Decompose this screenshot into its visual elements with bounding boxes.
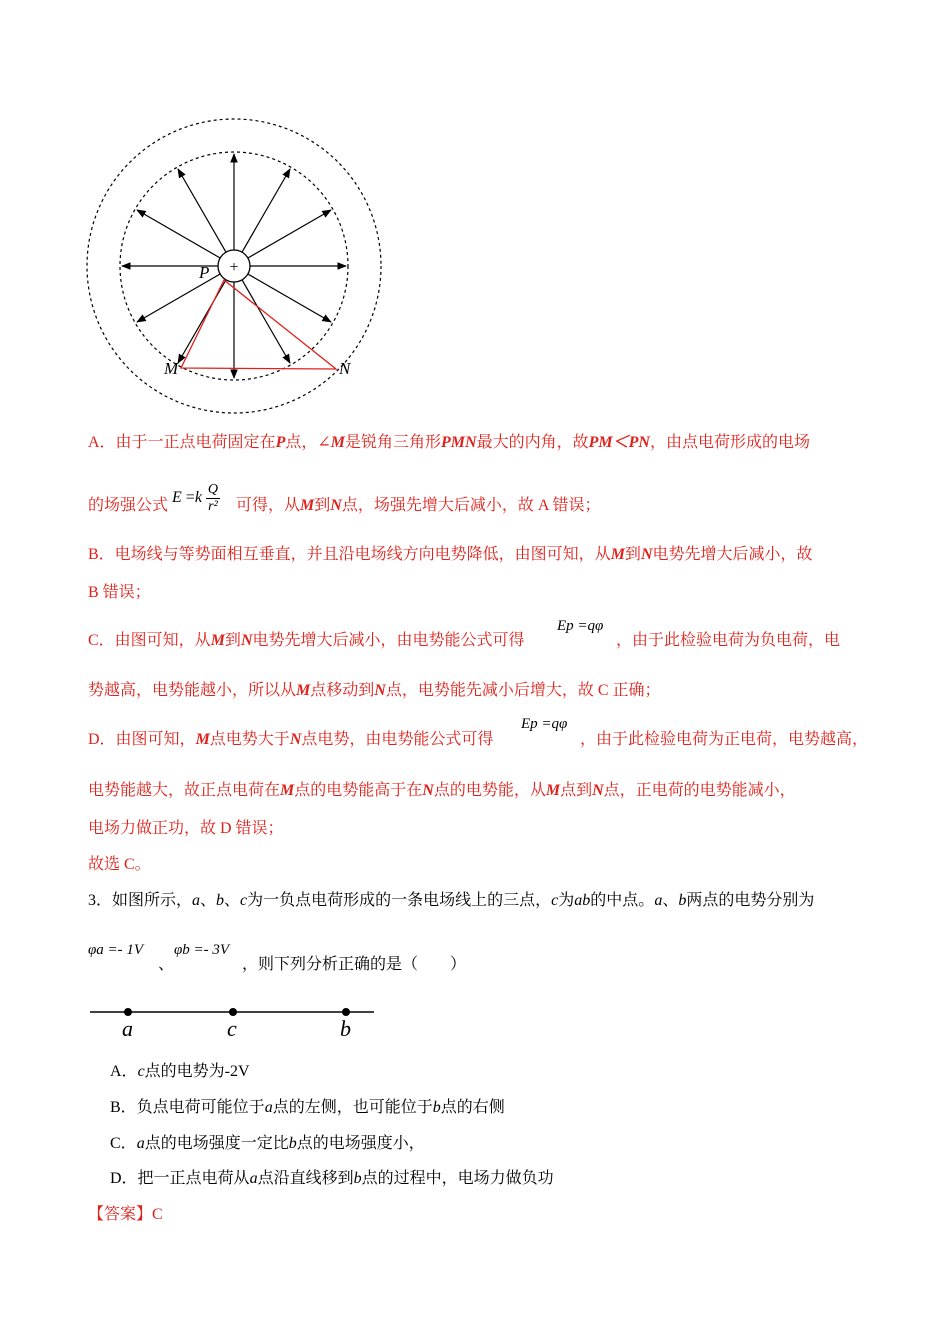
- label-a: a: [122, 1016, 133, 1041]
- sol-c2-text: 势越高，电势能越小，所以从: [88, 682, 297, 699]
- sol-a-text: 最大的内角，故: [476, 434, 589, 451]
- sol-d2-n: N: [422, 782, 434, 799]
- sol-a2-text: 到: [314, 497, 331, 514]
- q3-text: 、: [158, 956, 175, 973]
- sol-d3-text: 电场力做正功，故 D 错误；: [88, 820, 284, 837]
- solution-c-line1-right: [616, 631, 840, 651]
- q3-option-d: [110, 1169, 554, 1189]
- opt-b-text: B．负点电荷可能位于: [110, 1099, 265, 1116]
- field-line-arrow: [242, 169, 290, 252]
- q3-text: 的中点。: [590, 892, 655, 909]
- sol-c2-n: N: [374, 682, 386, 699]
- q3-text: 两点的电势分别为: [686, 892, 815, 909]
- q3-text: 为一负点电荷形成的一条电场线上的三点，: [247, 892, 552, 909]
- opt-d-text: 点的过程中，电场力做负功: [361, 1170, 554, 1187]
- opt-b-var-b: b: [432, 1099, 441, 1116]
- q3-var-a: a: [654, 892, 663, 909]
- sol-d-text: 点电势，由电势能公式可得: [301, 731, 494, 748]
- q3-stem-phi-b: [174, 940, 229, 960]
- formula-numerator: Q: [207, 482, 219, 497]
- field-line-arrow: [248, 210, 331, 258]
- answer-label: 【答案】: [88, 1206, 153, 1223]
- opt-c-var-b: b: [288, 1135, 297, 1152]
- sol-a-text: A．由于一正点电荷固定在: [88, 434, 276, 451]
- q3-stem-separator: [158, 955, 174, 975]
- sol-d-text: 点电势大于: [209, 731, 290, 748]
- sol-b2-text: B 错误；: [88, 584, 151, 601]
- answer-value: C: [152, 1206, 163, 1223]
- potential-energy-formula-d: Ep =qφ: [521, 716, 568, 732]
- sol-a-pm-pn: PM＜PN: [588, 434, 650, 451]
- q3-text: 、: [200, 892, 217, 909]
- q3-var-b: b: [216, 892, 225, 909]
- formula-e: E: [172, 489, 182, 507]
- formula-k: k: [194, 489, 202, 507]
- opt-a-text: A．: [110, 1063, 138, 1080]
- opt-c-text: C．: [110, 1135, 137, 1152]
- point-a: [124, 1008, 132, 1016]
- sol-a-text: 是锐角三角形: [345, 434, 442, 451]
- sol-d-text: D．由图可知，: [88, 731, 196, 748]
- sol-b-m: M: [610, 546, 625, 563]
- formula-eq: =: [185, 489, 195, 507]
- opt-d-text: D．把一正点电荷从: [110, 1170, 250, 1187]
- opt-b-text: 点的左侧，也可能位于: [272, 1099, 433, 1116]
- field-line-arrow: [178, 280, 226, 363]
- field-line-arrow: [242, 280, 290, 363]
- q3-text: ，则下列分析正确的是（ ）: [242, 956, 467, 973]
- sol-d2-text: 点的电势能，从: [433, 782, 546, 799]
- triangle-pmn: [181, 280, 336, 369]
- solution-a-line2-right: [236, 496, 601, 516]
- solution-c-line2: [88, 681, 661, 701]
- opt-a-text: 点的电势为-2V: [144, 1063, 250, 1080]
- q3-var-c: c: [240, 892, 248, 909]
- sol-a2-text: 可得，从: [236, 497, 301, 514]
- sol-c2-text: 点移动到: [310, 682, 375, 699]
- label-c: c: [227, 1016, 237, 1041]
- q3-var-ab: ab: [574, 892, 591, 909]
- sol-final-text: 故选 C。: [88, 856, 151, 873]
- opt-d-var-a: a: [249, 1170, 258, 1187]
- sol-a2-text: 点，场强先增大后减小，故 A 错误；: [341, 497, 601, 514]
- q3-stem-line2: [88, 940, 143, 960]
- solution-d-line3: [88, 819, 284, 839]
- sol-a2-text: 的场强公式: [88, 497, 169, 514]
- opt-c-var-a: a: [136, 1135, 145, 1152]
- q3-option-b: [110, 1098, 505, 1118]
- label-b: b: [340, 1016, 351, 1041]
- point-b: [342, 1008, 350, 1016]
- sol-d2-text: 点的电势能高于在: [294, 782, 423, 799]
- potential-energy-formula-c: Ep =qφ: [557, 618, 604, 634]
- sol-d2-n2: N: [592, 782, 604, 799]
- sol-c2-m: M: [296, 682, 311, 699]
- q3-text: 、: [662, 892, 679, 909]
- formula-fraction: [206, 482, 220, 515]
- solution-d-line1: [88, 730, 493, 750]
- field-line-arrow: [248, 274, 331, 322]
- sol-d2-m: M: [280, 782, 295, 799]
- solution-d-line2: [88, 781, 796, 801]
- solution-b-line1: [88, 545, 813, 565]
- sol-c2-text: 点，电势能先减小后增大，故 C 正确；: [385, 682, 661, 699]
- sol-d2-m2: M: [545, 782, 561, 799]
- sol-b-text: 电势先增大后减小，故: [652, 546, 813, 563]
- point-c: [229, 1008, 237, 1016]
- sol-a-m: M: [330, 434, 345, 451]
- field-line-arrow: [178, 169, 226, 252]
- sol-c-text: 到: [224, 632, 241, 649]
- opt-c-text: 点的电场强度小，: [296, 1135, 425, 1152]
- sol-a-text: ，由点电荷形成的电场: [649, 434, 810, 451]
- sol-a-p: P: [275, 434, 286, 451]
- q3-text: 为: [558, 892, 575, 909]
- field-diagram: [80, 110, 400, 420]
- formula-denominator: r²: [208, 499, 218, 514]
- opt-c-text: 点的电场强度一定比: [144, 1135, 289, 1152]
- opt-d-text: 点沿直线移到: [257, 1170, 354, 1187]
- sol-a-text: 点，∠: [285, 434, 331, 451]
- sol-d-n: N: [289, 731, 302, 748]
- solution-final: [88, 855, 151, 875]
- sol-c-text: 电势先增大后减小，由电势能公式可得: [252, 632, 525, 649]
- q3-stem-line1: [88, 891, 814, 911]
- sol-d2-text: 点，正电荷的电势能减小，: [603, 782, 796, 799]
- label-m: M: [164, 359, 179, 378]
- solution-c-line1: [88, 631, 525, 651]
- q3-option-c: [110, 1134, 425, 1154]
- solution-b-line2: [88, 583, 151, 603]
- charge-sign: +: [229, 259, 239, 276]
- q3-stem-line2-right: [242, 955, 466, 975]
- sol-d2-text: 点到: [560, 782, 593, 799]
- phi-a-formula: φa =- 1V: [88, 942, 144, 958]
- sol-c-n: N: [240, 632, 253, 649]
- label-n: N: [339, 359, 351, 378]
- sol-a2-n: N: [330, 497, 342, 514]
- sol-b-text: B．电场线与等势面相互垂直，并且沿电场线方向电势降低，由图可知，从: [88, 546, 611, 563]
- solution-a-line1: [88, 433, 810, 453]
- opt-a-var-c: c: [137, 1063, 145, 1080]
- field-line-diagram: [88, 1000, 388, 1045]
- q3-text: 3．如图所示，: [88, 892, 193, 909]
- sol-a-pmn: PMN: [441, 434, 477, 451]
- sol-d-m: M: [195, 731, 210, 748]
- sol-d-text: ，由于此检验电荷为正电荷，电势越高，: [580, 731, 869, 748]
- sol-d2-text: 电势能越大，故正点电荷在: [88, 782, 281, 799]
- q3-var-b: b: [678, 892, 687, 909]
- opt-d-var-b: b: [353, 1170, 362, 1187]
- label-p: P: [199, 263, 210, 282]
- solution-d-line1-right: [580, 730, 868, 750]
- q3-text: 、: [224, 892, 241, 909]
- phi-b-formula: φb =- 3V: [174, 942, 230, 958]
- solution-a-line2-left: [88, 496, 168, 516]
- sol-a2-m: M: [300, 497, 315, 514]
- field-strength-formula: [172, 482, 220, 515]
- q3-var-c: c: [551, 892, 559, 909]
- field-line-arrow: [137, 210, 220, 258]
- q3-answer: [88, 1205, 163, 1225]
- sol-c-m: M: [210, 632, 225, 649]
- sol-c-text: ，由于此检验电荷为负电荷，电: [616, 632, 841, 649]
- q3-option-a: [110, 1062, 250, 1082]
- sol-c-text: C．由图可知，从: [88, 632, 211, 649]
- q3-var-a: a: [192, 892, 201, 909]
- opt-b-var-a: a: [264, 1099, 273, 1116]
- sol-b-n: N: [640, 546, 653, 563]
- opt-b-text: 点的右侧: [440, 1099, 505, 1116]
- sol-b-text: 到: [624, 546, 641, 563]
